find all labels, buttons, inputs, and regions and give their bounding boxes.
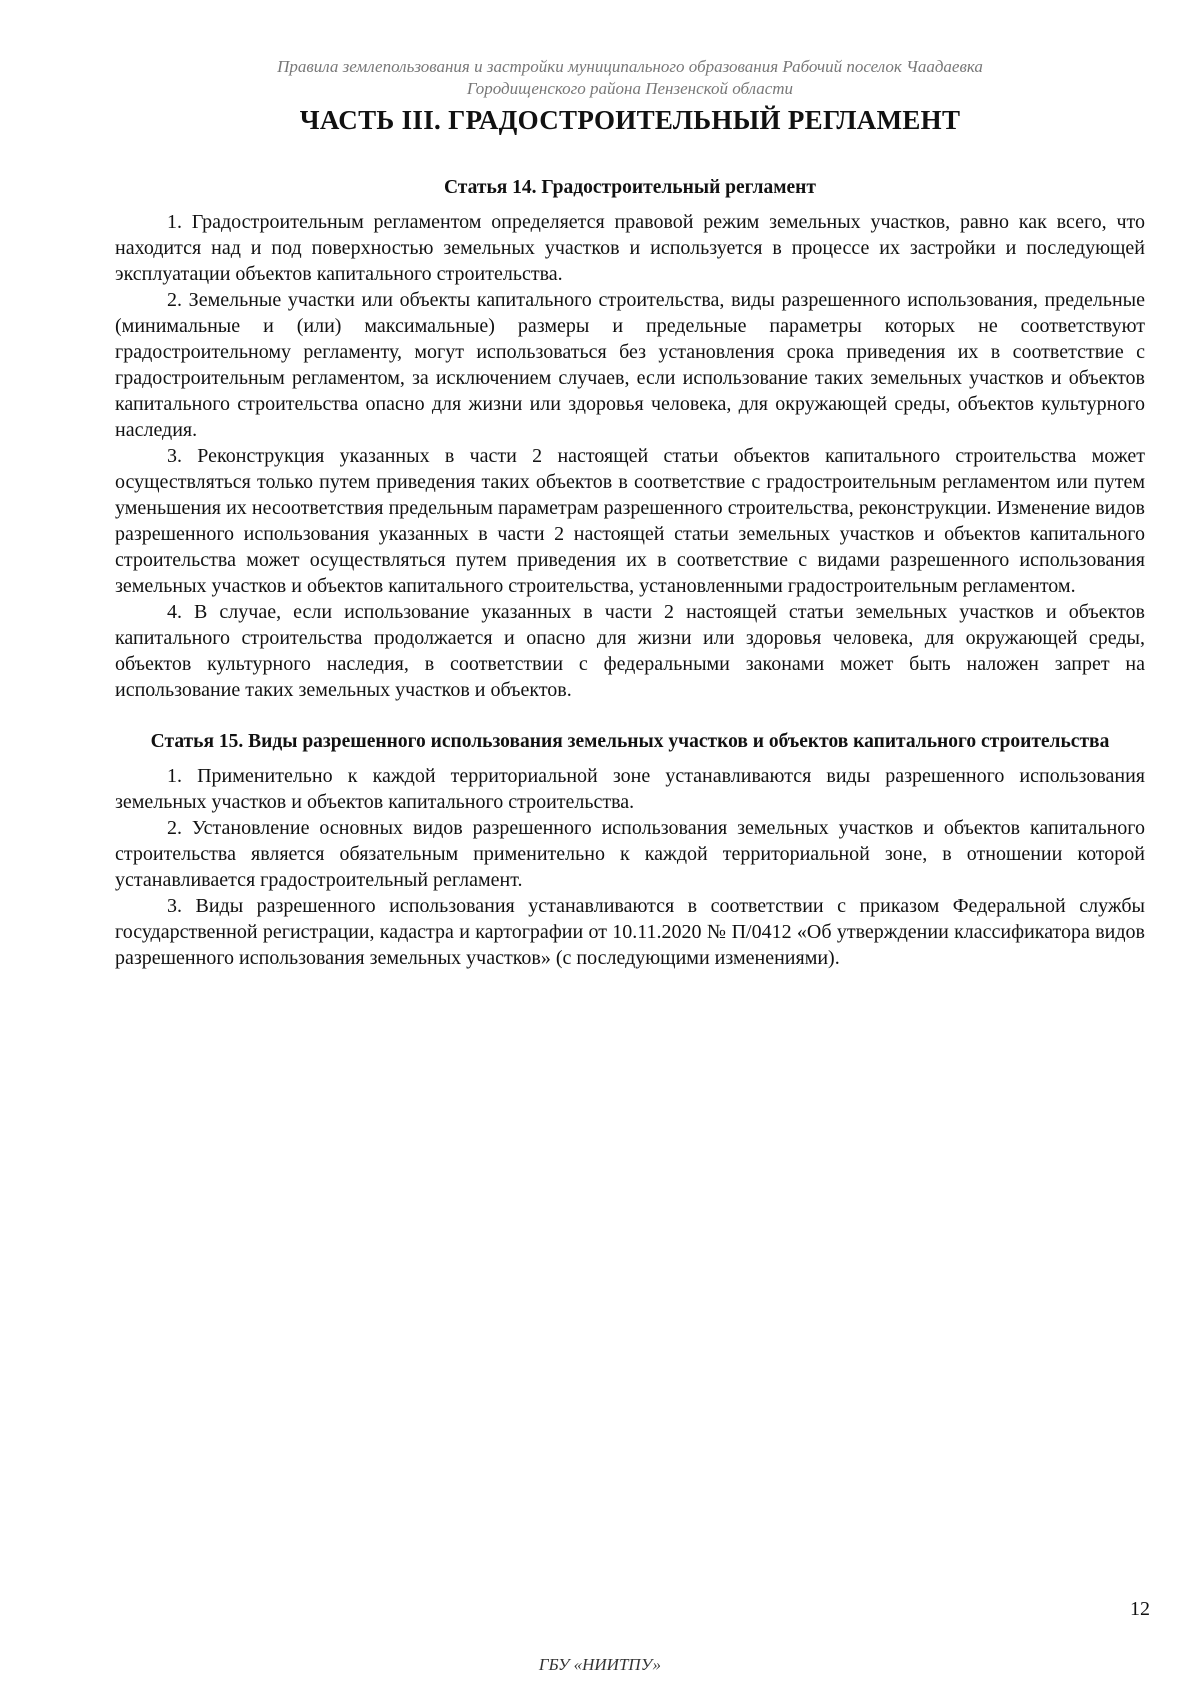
article-15 [115, 729, 1145, 971]
part-title: ЧАСТЬ III. ГРАДОСТРОИТЕЛЬНЫЙ РЕГЛАМЕНТ [299, 105, 961, 135]
article-heading: Статья 14. Градостроительный регламент [443, 177, 816, 198]
running-header-line-2: Городищенского района Пензенской области [466, 79, 794, 98]
running-header [170, 56, 1090, 100]
article-paragraph: 4. В случае, если использование указанных в части 2 настоящей статьи земельных участков и объектов капитального строительства продолжается и опасно для жизни или здоровья человека, для окружающей среды, объектов культурного наследия, в соответствии с федеральными законами может быть наложен запрет на использование таких земельных участков и объектов. [115, 601, 1145, 701]
document-body [115, 175, 1145, 971]
footer-organization: ГБУ «НИИТПУ» [538, 1655, 662, 1674]
running-header-line-1: Правила землепользования и застройки муниципального образования Рабочий поселок Чаадаевка [277, 57, 983, 76]
article-paragraph: 3. Реконструкция указанных в части 2 настоящей статьи объектов капитального строительства может осуществляться только путем приведения таких объектов в соответствие с градостроительным регламентом или путем уменьшения их несоответствия предельным параметрам разрешенного строительства, реконструкции. Изменение видов разрешенного использования указанных в части 2 настоящей статьи земельных участков и объектов капитального строительства может осуществляться путем приведения их в соответствие с видами разрешенного использования земельных участков и объектов капитального строительства, установленными градостроительным регламентом. [115, 445, 1145, 597]
article-paragraph: 3. Виды разрешенного использования устанавливаются в соответствии с приказом Федеральной службы государственной регистрации, кадастра и картографии от 10.11.2020 № П/0412 «Об утверждении классификатора видов разрешенного использования земельных участков» (с последующими изменениями). [115, 895, 1145, 969]
page-number: 12 [1130, 1598, 1150, 1620]
article-paragraph: 1. Применительно к каждой территориальной зоне устанавливаются виды разрешенного использования земельных участков и объектов капитального строительства. [115, 765, 1145, 813]
article-paragraph: 2. Установление основных видов разрешенного использования земельных участков и объектов капитального строительства является обязательным применительно к каждой территориальной зоне, в отношении которой устанавливается градостроительный регламент. [115, 817, 1145, 891]
article-heading: Статья 15. Виды разрешенного использования земельных участков и объектов капитального строительства [150, 731, 1110, 752]
article-14 [115, 175, 1145, 703]
article-paragraph: 1. Градостроительным регламентом определяется правовой режим земельных участков, равно как всего, что находится над и под поверхностью земельных участков и используется в процессе их застройки и последующей эксплуатации объектов капитального строительства. [115, 211, 1145, 285]
article-paragraph: 2. Земельные участки или объекты капитального строительства, виды разрешенного использования, предельные (минимальные и (или) максимальные) размеры и предельные параметры которых не соответствуют градостроительному регламенту, могут использоваться без установления срока приведения их в соответствие с градостроительным регламентом, за исключением случаев, если использование таких земельных участков и объектов капитального строительства опасно для жизни или здоровья человека, для окружающей среды, объектов культурного наследия. [115, 289, 1145, 441]
